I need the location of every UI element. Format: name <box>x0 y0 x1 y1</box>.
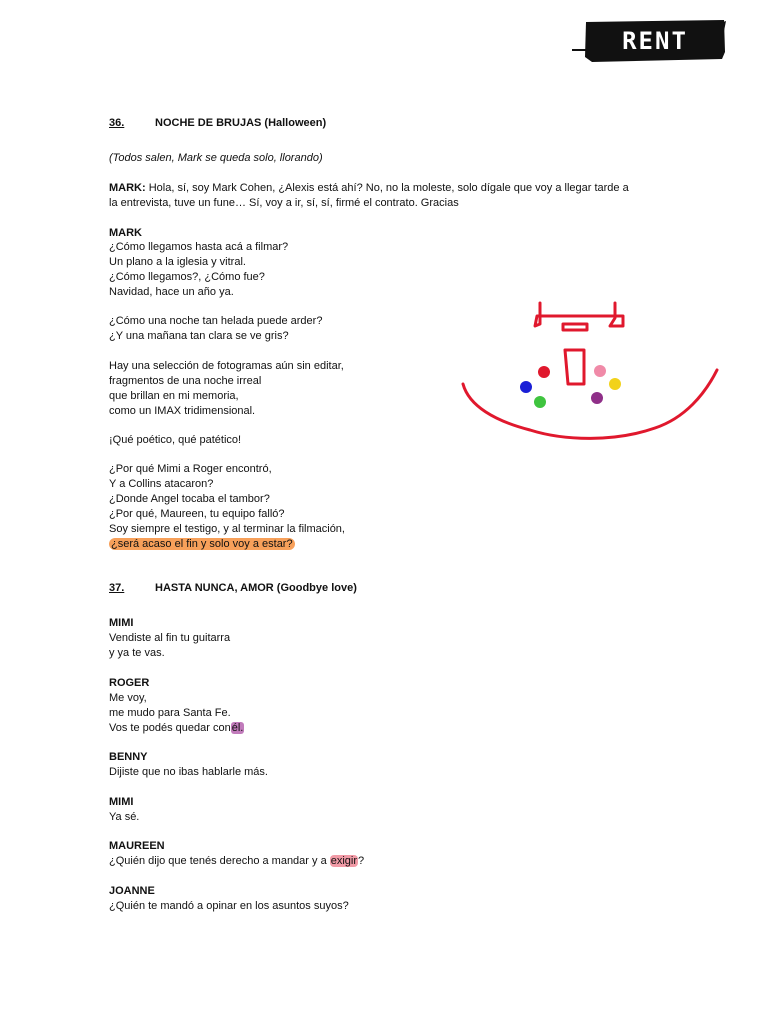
lyric-line: Hay una selección de fotogramas aún sin editar, <box>109 360 344 372</box>
lyric-line: Y a Collins atacaron? <box>109 478 214 490</box>
dialogue-text: ¿Quién dijo que tenés derecho a mandar y a <box>109 855 330 867</box>
doodle-dot-pink <box>594 365 606 377</box>
doodle-dot-purple <box>591 392 603 404</box>
lyric-line: ¿Donde Angel tocaba el tambor? <box>109 493 270 505</box>
lyric-line: Navidad, hace un año ya. <box>109 286 234 298</box>
section-number: 36. <box>109 117 125 129</box>
section-heading-36 <box>109 116 326 130</box>
doodle-dot-yellow <box>609 378 621 390</box>
doodle-dot-blue <box>520 381 532 393</box>
speaker-name: JOANNE <box>109 885 155 897</box>
lyric-line <box>109 854 364 868</box>
dialogue-text: Hola, sí, soy Mark Cohen, ¿Alexis está ahí? No, no la moleste, solo dígale que voy a llegar tarde a <box>145 182 629 194</box>
pink-highlight: exigir <box>330 855 358 867</box>
lyric-line: como un IMAX tridimensional. <box>109 405 256 417</box>
lyric-line: Un plano a la iglesia y vitral. <box>109 256 246 268</box>
doodle-dot-green <box>534 396 546 408</box>
mark-intro-line-2: la entrevista, tuve un fune… Sí, voy a ir, sí, sí, firmé el contrato. Gracias <box>109 197 459 209</box>
lyric-line: Ya sé. <box>109 811 140 823</box>
doodle-smile <box>463 370 717 438</box>
section-title: NOCHE DE BRUJAS (Halloween) <box>155 117 327 129</box>
lyric-line: Soy siempre el testigo, y al terminar la filmación, <box>109 523 345 535</box>
lyric-line: Me voy, <box>109 692 147 704</box>
stage-direction: (Todos salen, Mark se queda solo, llorando) <box>109 152 323 164</box>
speaker-name: MAUREEN <box>109 840 165 852</box>
lyric-line-highlighted <box>109 537 295 551</box>
speaker-name: MARK: <box>109 182 146 194</box>
rent-logo <box>572 19 726 63</box>
doodle-eyebrow-center <box>563 324 587 330</box>
speaker-name: ROGER <box>109 677 150 689</box>
lyric-line: ¡Qué poético, qué patético! <box>109 434 242 446</box>
speaker-name: BENNY <box>109 751 148 763</box>
lyric-line: Dijiste que no ibas hablarle más. <box>109 766 268 778</box>
section-heading-37 <box>109 581 357 595</box>
dialogue-text: Vos te podés quedar con <box>109 722 231 734</box>
lyric-line: ¿Cómo una noche tan helada puede arder? <box>109 315 323 327</box>
section-title: HASTA NUNCA, AMOR (Goodbye love) <box>155 582 357 594</box>
svg-text:RENT: RENT <box>622 27 688 55</box>
lyric-line: ¿Por qué, Maureen, tu equipo falló? <box>109 508 285 520</box>
lyric-line <box>109 721 244 735</box>
section-number: 37. <box>109 582 125 594</box>
lyric-line: y ya te vas. <box>109 647 165 659</box>
orange-highlight: ¿será acaso el fin y solo voy a estar? <box>111 538 293 550</box>
lyric-line: fragmentos de una noche irreal <box>109 375 262 387</box>
speaker-name: MIMI <box>109 796 134 808</box>
dialogue-text: ? <box>358 855 365 867</box>
purple-highlight: él. <box>231 722 244 734</box>
lyric-line: que brillan en mi memoria, <box>109 390 239 402</box>
doodle-nose <box>565 350 584 384</box>
lyric-line: Vendiste al fin tu guitarra <box>109 632 231 644</box>
speaker-name: MARK <box>109 227 142 239</box>
lyric-line: me mudo para Santa Fe. <box>109 707 231 719</box>
lyric-line: ¿Cómo llegamos?, ¿Cómo fue? <box>109 271 265 283</box>
lyric-line: ¿Quién te mandó a opinar en los asuntos suyos? <box>109 900 349 912</box>
mark-intro-line-1 <box>109 181 629 195</box>
doodle-dot-red <box>538 366 550 378</box>
speaker-name: MIMI <box>109 617 134 629</box>
face-doodle <box>455 296 725 446</box>
lyric-line: ¿Cómo llegamos hasta acá a filmar? <box>109 241 289 253</box>
lyric-line: ¿Por qué Mimi a Roger encontró, <box>109 463 272 475</box>
lyric-line: ¿Y una mañana tan clara se ve gris? <box>109 330 289 342</box>
